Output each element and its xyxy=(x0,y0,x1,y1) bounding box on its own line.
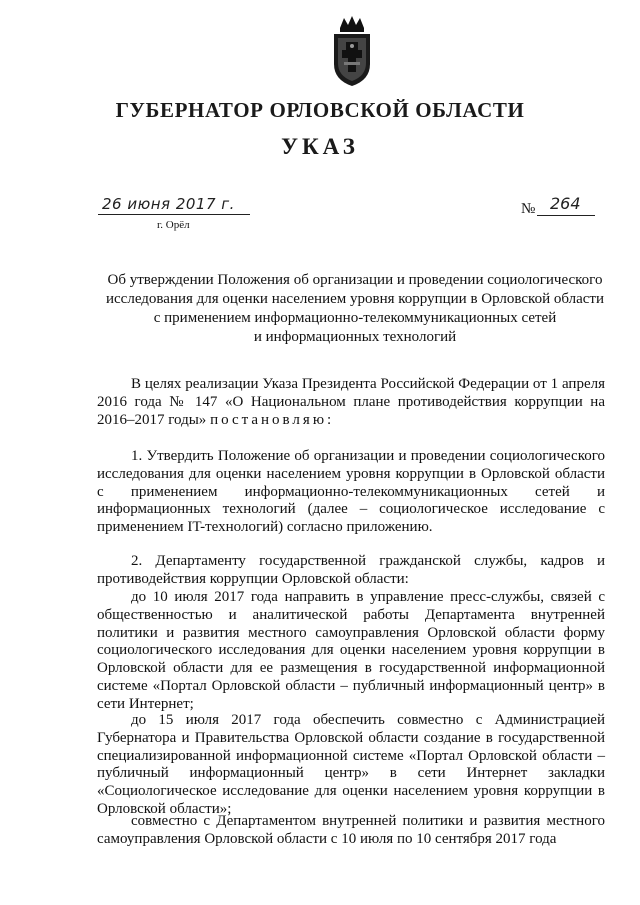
item-1-text: 1. Утвердить Положение об организации и проведении социологического исследования для оценки населением уровня коррупции в Орловской области с применением информационно-телекоммуникационных сетей и информационных технологий (далее – социологическое исследование с применением IT-технологий) согласно приложению. xyxy=(97,448,605,536)
number-label: № xyxy=(521,201,536,217)
document-type: УКАЗ xyxy=(281,134,359,159)
document-title xyxy=(90,271,620,347)
document-date: 26 июня 2017 г. xyxy=(102,195,235,213)
item-1-paragraph xyxy=(97,448,605,537)
item-2-paragraph xyxy=(97,553,605,589)
item-2b-text: до 15 июля 2017 года обеспечить совместно с Администрацией Губернатора и Правительства Орловской области создание в государственной специализированной информационной системе «Портал Орловской области – публичный информационный центр» в сети Интернет закладки «Социологическое исследование для оценки населением уровня коррупции в Орловской области»; xyxy=(97,712,605,817)
document-city: г. Орёл xyxy=(157,219,190,231)
title-line: с применением информационно-телекоммуникационных сетей xyxy=(153,310,557,326)
title-line: Об утверждении Положения об организации и проведении социологического xyxy=(107,272,603,288)
item-2a-text: до 10 июля 2017 года направить в управление пресс-службы, связей с общественностью и аналитической работы Департамента внутренней политики и развития местного самоуправления Орловской области форму социологического исследования для оценки населением уровня коррупции в Орловской области для ее размещения в государственной информационной системе «Портал Орловской области – публичный информационный центр» в сети Интернет; xyxy=(97,589,605,712)
preamble-text: В целях реализации Указа Президента Российской Федерации от 1 апреля 2016 года № 147 «О Национальном плане противодействия коррупции на 2016–2017 годы» xyxy=(97,376,605,428)
item-2c-paragraph xyxy=(97,813,605,849)
title-line: исследования для оценки населением уровня коррупции в Орловской области xyxy=(106,291,604,307)
item-2-text: 2. Департаменту государственной гражданской службы, кадров и противодействия коррупции Орловской области: xyxy=(97,553,605,587)
authority-title: ГУБЕРНАТОР ОРЛОВСКОЙ ОБЛАСТИ xyxy=(115,98,525,122)
item-2b-paragraph xyxy=(97,712,605,819)
item-2a-paragraph xyxy=(97,589,605,714)
title-line: и информационных технологий xyxy=(253,329,457,345)
item-2c-text: совместно с Департаментом внутренней политики и развития местного самоуправления Орловской области с 10 июля по 10 сентября 2017 года xyxy=(97,813,605,847)
coat-of-arms-icon xyxy=(326,14,378,88)
preamble-paragraph xyxy=(97,376,605,429)
decree-word: постановляю: xyxy=(210,411,335,428)
document-number: 264 xyxy=(550,194,581,213)
